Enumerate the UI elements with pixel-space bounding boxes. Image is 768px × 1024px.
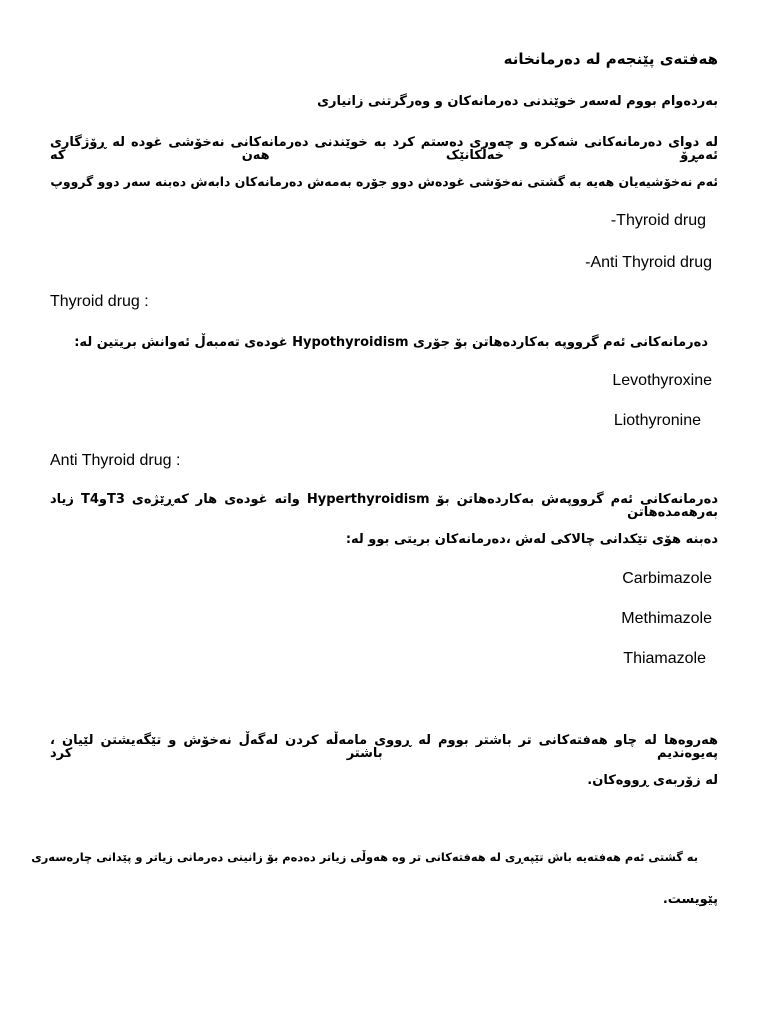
drug-liothyronine: Liothyronine [613, 412, 701, 429]
paragraph-3-line-1: بە گشتی ئەم هەفتەیە باش تێپەڕی لە هەفتەکانی تر وە هەوڵی زیاتر دەدەم بۆ زانینی دەرمانی زیاتر و پێدانی چارەسەری [31, 850, 698, 864]
paragraph-2-line-1: هەروەها لە چاو هەفتەکانی تر باشتر بووم لە ڕووی مامەڵە کردن لەگەڵ نەخۆش و تێگەیشتن لێیان ، پەیوەندیم باشتر کرد [50, 733, 718, 761]
drug-thiamazole: Thiamazole [623, 650, 706, 667]
anti-thyroid-description-line-2: دەبنە هۆی تێکدانی چالاکی لەش ،دەرمانەکان بریتی بوو لە: [345, 532, 718, 547]
drug-methimazole: Methimazole [621, 610, 712, 627]
intro-line: بەردەوام بووم لەسەر خوێندنی دەرمانەکان و وەرگرتنی زانیاری [317, 94, 718, 109]
drug-carbimazole: Carbimazole [622, 570, 712, 587]
page-title: هەفتەی پێنجەم لە دەرمانخانە [503, 50, 718, 68]
section-heading-thyroid: Thyroid drug : [50, 293, 149, 310]
anti-thyroid-description-line-1: دەرمانەکانی ئەم گرووپەش بەکاردەهاتن بۆ Hyperthyroidism واتە غودەی هار کەڕێژەی T3وT4 زیاد بەرهەمدەهاتن [50, 492, 718, 520]
paragraph-1-line-1: لە دوای دەرمانەکانی شەکرە و چەوری دەستم کرد بە خوێندنی دەرمانەکانی نەخۆشی غودە لە ڕۆژگاری ئەمڕۆ خەڵکانێک هەن کە [50, 135, 718, 163]
paragraph-1-line-2: ئەم نەخۆشیەیان هەیە بە گشتی نەخۆشی غودەش دوو جۆرە بەمەش دەرمانەکان دابەش دەبنە سەر دوو گرووپ [50, 174, 718, 189]
group-item-thyroid: -Thyroid drug [610, 212, 706, 229]
section-heading-anti-thyroid: Anti Thyroid drug : [50, 452, 181, 469]
thyroid-description: دەرمانەکانی ئەم گرووپە بەکاردەهاتن بۆ جۆری Hypothyroidism غودەی تەمبەڵ ئەوانش بریتین لە: [74, 335, 708, 350]
group-item-anti-thyroid: -Anti Thyroid drug [585, 254, 712, 271]
paragraph-2-line-2: لە زۆربەی ڕووەکان. [587, 773, 718, 788]
paragraph-3-line-2: پێویست. [662, 892, 718, 907]
drug-levothyroxine: Levothyroxine [612, 372, 712, 389]
